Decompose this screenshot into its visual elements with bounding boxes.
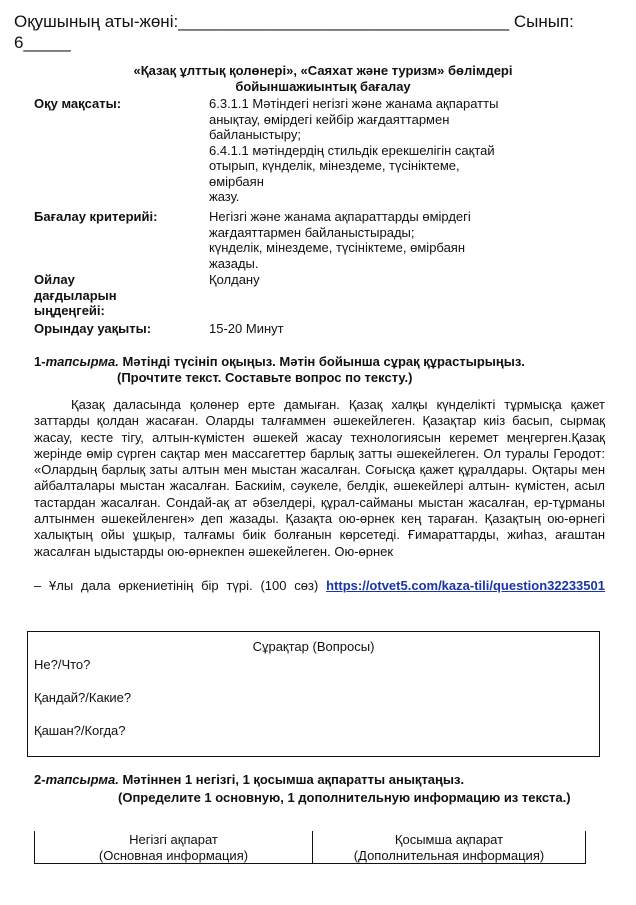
task1-translation: (Прочтите текст. Составьте вопрос по тексту.) <box>117 370 413 385</box>
task2-word: тапсырма. <box>45 772 119 787</box>
task1-last-line <box>34 578 605 594</box>
task1-text: Мәтінді түсініп оқыңыз. Мәтін бойынша сұрақ құрастырыңыз. <box>118 354 525 369</box>
goal-line: жазу. <box>209 189 240 204</box>
goal-line: өмірбаян <box>209 173 264 189</box>
task2-number: 2- <box>34 772 46 787</box>
criteria-line: Негізгі және жанама ақпараттарды өмірдегі <box>209 209 471 224</box>
skill-label <box>34 272 117 319</box>
criteria-line: күнделік, мінездеме, түсініктеме, өмірбаян <box>209 240 466 255</box>
question-row-which[interactable]: Қандай?/Какие? <box>34 690 132 705</box>
time-value: 15-20 Минут <box>209 321 284 336</box>
task2-heading <box>34 772 604 788</box>
extra-info-subtitle: (Дополнительная информация) <box>353 848 545 863</box>
class-value: 6_____ <box>14 33 71 52</box>
source-link[interactable]: https://otvet5.com/kaza-tili/question32233501 <box>326 578 605 593</box>
task1-paragraph: Қазақ даласында қолөнер ерте дамыған. Қазақ халқы күнделікті тұрмысқа қажет заттарды қолдан жасаған. Оларды талғаммен әшекейлеген. Қазақтар киіз басып, сырмақ жасау, кесте тігу, алтын-күмістен әшекей жасау технологиясын керемет меңгерген.Қазақ жерінде өмір сүрген сақтар мен массагеттер барлық затты әшекейлеген. Ол туралы Геродот: «Олардың барлық заты алтын мен мыстан жасалған. Соғысқа қажет құралдары. Оқтары мен айбалталары мыстан жасалған. Баскиім, сәукеле, белдік, әшекейлері алтын- күмістен, асыл тастардан жасалған. Сондай-ақ ат әбзелдері, құрал-сайманы мыстан жасалған, ер-тұрманы алтынмен әшекейленген» деп жазады. Қазақта ою-өрнек кең тараған. Қазақтың ою-өрнегі халықтың ойы ұшқыр, талғамы биік болғанын көрсетеді. Ғимараттарды, жиһаз, ағаштан жасалған ыдыстарды ою-өрнекпен әшекейлеген. Ою-өрнек <box>34 397 605 559</box>
time-label: Орындау уақыты: <box>34 321 152 336</box>
word-count-line: – Ұлы дала өркениетінің бір түрі. (100 сөз) <box>34 578 319 593</box>
questions-table-header: Сұрақтар (Вопросы) <box>252 639 375 654</box>
goal-line: отырып, күнделік, мінездеме, түсініктеме, <box>209 158 460 173</box>
page-title <box>60 63 586 95</box>
skill-label-line: ыңдеңгейі: <box>34 303 105 318</box>
extra-info-title: Қосымша ақпарат <box>394 832 504 847</box>
skill-label-line: дағдыларын <box>34 287 117 303</box>
info-table <box>34 831 586 864</box>
main-info-title: Негізгі ақпарат <box>129 832 218 847</box>
goal-label: Оқу мақсаты: <box>34 96 122 111</box>
title-line-1: «Қазақ ұлттық қолөнері», «Саяхат және туризм» бөлімдері <box>133 63 513 78</box>
task1-number: 1- <box>34 354 46 369</box>
student-name-line: Оқушының аты-жөні:___________________________________ Сынып: <box>14 12 574 31</box>
main-info-subtitle: (Основная информация) <box>98 848 249 863</box>
goal-line: байланыстыру; <box>209 127 301 142</box>
goal-text <box>209 96 539 205</box>
goal-line: анықтау, өмірдегі кейбір жағдаяттармен <box>209 111 450 127</box>
main-info-header <box>35 832 312 864</box>
skill-label-line: Ойлау <box>34 272 75 287</box>
skill-value: Қолдану <box>209 272 260 287</box>
task2-text: Мәтіннен 1 негізгі, 1 қосымша ақпаратты анықтаңыз. <box>118 772 465 787</box>
extra-info-header <box>313 832 585 864</box>
task2-translation: (Определите 1 основную, 1 дополнительную информацию из текста.) <box>118 790 571 805</box>
criteria-label: Бағалау критерийі: <box>34 209 158 224</box>
task1-heading <box>34 354 604 370</box>
criteria-line: жағдаяттармен байланыстырады; <box>209 224 415 240</box>
questions-table <box>27 631 600 757</box>
goal-line: 6.4.1.1 мәтіндердің стильдік ерекшелігін сақтай <box>209 142 495 158</box>
goal-line: 6.3.1.1 Мәтіндегі негізгі және жанама ақпаратты <box>209 96 499 111</box>
question-row-what[interactable]: Не?/Что? <box>34 657 91 672</box>
task1-word: тапсырма. <box>45 354 119 369</box>
question-row-when[interactable]: Қашан?/Когда? <box>34 723 126 738</box>
criteria-text <box>209 209 539 271</box>
criteria-line: жазады. <box>209 255 259 271</box>
title-line-2: бойыншажиынтық бағалау <box>235 79 411 94</box>
